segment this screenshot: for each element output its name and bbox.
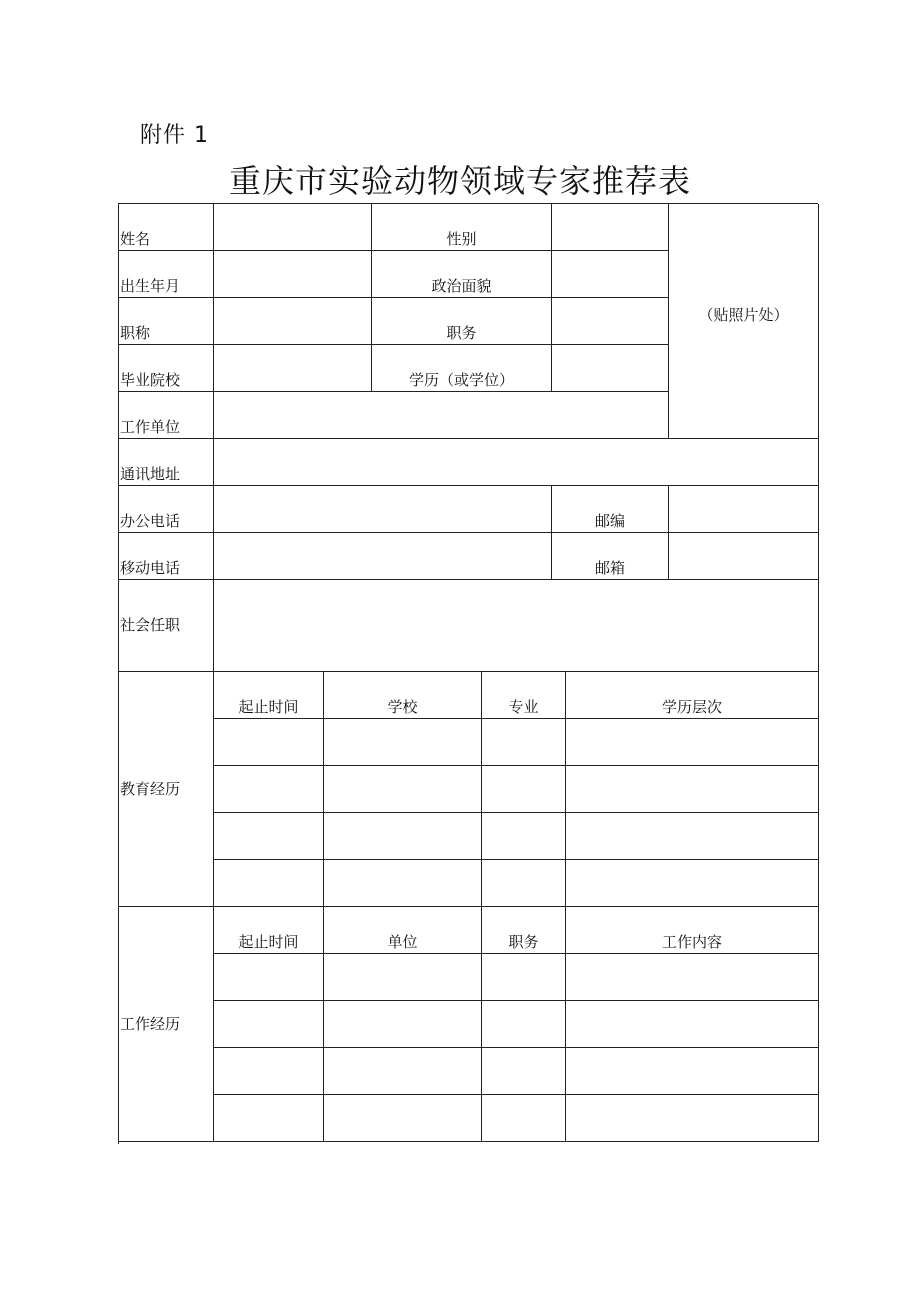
recommendation-form-table [118, 203, 818, 1144]
social-field[interactable] [214, 580, 819, 672]
position-field[interactable] [552, 298, 669, 345]
page-title: 重庆市实验动物领域专家推荐表 [228, 162, 691, 200]
work-cell[interactable] [214, 954, 324, 1001]
mobile-label: 移动电话 [119, 533, 214, 580]
name-label: 姓名 [119, 204, 214, 251]
office-phone-label: 办公电话 [119, 486, 214, 533]
work-cell[interactable] [482, 1048, 566, 1095]
workplace-label: 工作单位 [119, 392, 214, 439]
edu-header-level: 学历层次 [566, 672, 819, 719]
edu-cell[interactable] [214, 860, 324, 907]
address-label: 通讯地址 [119, 439, 214, 486]
work-cell[interactable] [324, 1095, 482, 1142]
edu-header-major: 专业 [482, 672, 566, 719]
work-cell[interactable] [566, 1095, 819, 1142]
edu-header-period: 起止时间 [214, 672, 324, 719]
political-field[interactable] [552, 251, 669, 298]
degree-field[interactable] [552, 345, 669, 392]
work-cell[interactable] [482, 1095, 566, 1142]
work-label: 工作经历 [119, 907, 214, 1142]
gender-label: 性别 [372, 204, 552, 251]
work-cell[interactable] [214, 1095, 324, 1142]
name-field[interactable] [214, 204, 372, 251]
work-cell[interactable] [324, 954, 482, 1001]
edu-cell[interactable] [214, 719, 324, 766]
edu-cell[interactable] [566, 766, 819, 813]
address-field[interactable] [214, 439, 819, 486]
office-phone-field[interactable] [214, 486, 552, 533]
email-field[interactable] [669, 533, 819, 580]
edu-cell[interactable] [324, 860, 482, 907]
email-label: 邮箱 [552, 533, 669, 580]
title-rank-label: 职称 [119, 298, 214, 345]
workplace-field[interactable] [214, 392, 669, 439]
edu-cell[interactable] [482, 860, 566, 907]
mobile-field[interactable] [214, 533, 552, 580]
school-field[interactable] [214, 345, 372, 392]
work-cell[interactable] [566, 1048, 819, 1095]
edu-cell[interactable] [482, 813, 566, 860]
work-cell[interactable] [566, 954, 819, 1001]
work-cell[interactable] [482, 1001, 566, 1048]
edu-cell[interactable] [214, 766, 324, 813]
postcode-field[interactable] [669, 486, 819, 533]
birth-label: 出生年月 [119, 251, 214, 298]
edu-cell[interactable] [324, 813, 482, 860]
edu-cell[interactable] [566, 813, 819, 860]
work-cell[interactable] [482, 954, 566, 1001]
work-cell[interactable] [214, 1001, 324, 1048]
political-label: 政治面貌 [372, 251, 552, 298]
photo-area[interactable]: （贴照片处） [669, 204, 819, 439]
edu-cell[interactable] [214, 813, 324, 860]
edu-cell[interactable] [482, 719, 566, 766]
work-header-position: 职务 [482, 907, 566, 954]
work-header-employer: 单位 [324, 907, 482, 954]
edu-cell[interactable] [324, 719, 482, 766]
work-cell[interactable] [324, 1001, 482, 1048]
position-label: 职务 [372, 298, 552, 345]
school-label: 毕业院校 [119, 345, 214, 392]
title-rank-field[interactable] [214, 298, 372, 345]
work-cell[interactable] [324, 1048, 482, 1095]
degree-label: 学历（或学位） [372, 345, 552, 392]
edu-header-school: 学校 [324, 672, 482, 719]
education-label: 教育经历 [119, 672, 214, 907]
work-header-content: 工作内容 [566, 907, 819, 954]
edu-cell[interactable] [566, 719, 819, 766]
birth-field[interactable] [214, 251, 372, 298]
edu-cell[interactable] [324, 766, 482, 813]
work-cell[interactable] [214, 1048, 324, 1095]
postcode-label: 邮编 [552, 486, 669, 533]
gender-field[interactable] [552, 204, 669, 251]
attachment-label: 附件 1 [140, 123, 209, 148]
work-header-period: 起止时间 [214, 907, 324, 954]
edu-cell[interactable] [566, 860, 819, 907]
work-cell[interactable] [566, 1001, 819, 1048]
edu-cell[interactable] [482, 766, 566, 813]
social-label: 社会任职 [119, 580, 214, 672]
